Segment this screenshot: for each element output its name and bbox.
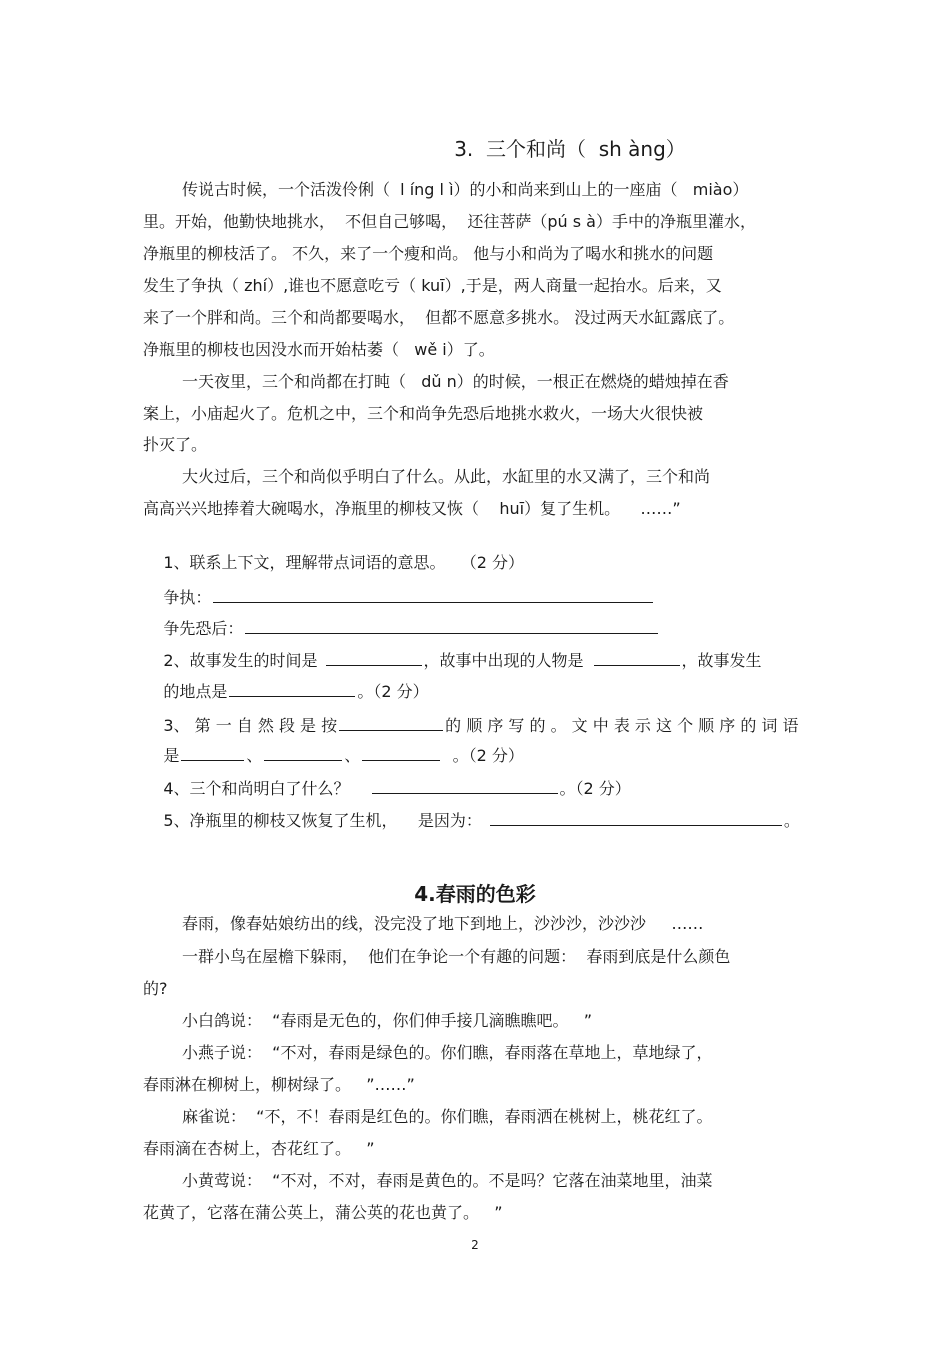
story2-line: 麻雀说： “不，不！春雨是红色的。你们瞧，春雨洒在桃树上，桃花红了。 bbox=[182, 1107, 713, 1126]
story2-title: 4.春雨的色彩 bbox=[414, 882, 536, 906]
page-number: 2 bbox=[471, 1238, 479, 1252]
story2-line: 的? bbox=[143, 979, 168, 998]
question-5 bbox=[143, 789, 800, 851]
story1-line: 来了一个胖和尚。三个和尚都要喝水， 但都不愿意多挑水。 没过两天水缸露底了。 bbox=[143, 308, 735, 327]
story1-line: 案上，小庙起火了。危机之中，三个和尚争先恐后地挑水救火，一场大火很快被 bbox=[143, 404, 704, 423]
story1-title: 3. 三个和尚（ sh àng） bbox=[454, 137, 686, 161]
question-2-text: ，故事发生 bbox=[681, 651, 762, 670]
question-1b-label: 争先恐后： bbox=[163, 619, 244, 638]
story1-line: 发生了争执（ zhí）,谁也不愿意吃亏（ kuī）,于是，两人商量一起抬水。后来，又 bbox=[143, 276, 722, 295]
story2-line: 小黄莺说： “不对，不对，春雨是黄色的。不是吗？它落在油菜地里，油菜 bbox=[182, 1171, 713, 1190]
story1-line: 净瓶里的柳枝也因没水而开始枯萎（ wě i）了。 bbox=[143, 340, 495, 359]
story1-line: 一天夜里，三个和尚都在打盹（ dǔ n）的时候，一根正在燃烧的蜡烛掉在香 bbox=[182, 372, 729, 391]
story2-line: 春雨淋在柳树上，柳树绿了。 ”……” bbox=[143, 1075, 415, 1094]
question-5-text: 。 bbox=[783, 811, 800, 830]
question-2-text: 的地点是 bbox=[163, 682, 228, 701]
story1-line: 高高兴兴地捧着大碗喝水，净瓶里的柳枝又恢（ huī）复了生机。 ……” bbox=[143, 499, 681, 518]
question-2-text: 。（2 分） bbox=[357, 682, 429, 701]
question-2-text: ，故事中出现的人物是 bbox=[423, 651, 584, 670]
story1-line: 传说古时候，一个活泼伶俐（ l íng l ì）的小和尚来到山上的一座庙（ miào） bbox=[182, 180, 749, 199]
story2-line: 春雨，像春姑娘纺出的线，没完没了地下到地上，沙沙沙，沙沙沙 …… bbox=[182, 914, 704, 933]
story2-line: 小白鸽说： “春雨是无色的，你们伸手接几滴瞧瞧吧。 ” bbox=[182, 1011, 593, 1030]
question-1-text: 1、联系上下文，理解带点词语的意思。 （2 分） bbox=[163, 553, 525, 572]
answer-blank[interactable] bbox=[594, 649, 680, 666]
question-2-text: 2、故事发生的时间是 bbox=[163, 651, 318, 670]
story2-line: 花黄了，它落在蒲公英上，蒲公英的花也黄了。 ” bbox=[143, 1203, 503, 1222]
question-1a-label: 争执： bbox=[163, 588, 212, 607]
story1-line: 大火过后，三个和尚似乎明白了什么。从此，水缸里的水又满了，三个和尚 bbox=[182, 467, 711, 486]
story2-line: 春雨滴在杏树上，杏花红了。 ” bbox=[143, 1139, 375, 1158]
story1-line: 扑灭了。 bbox=[143, 435, 208, 454]
question-4-text: 4、三个和尚明白了什么？ bbox=[163, 779, 350, 798]
question-3-text: 是 bbox=[163, 746, 180, 765]
question-3-text: 3、 第 一 自 然 段 是 按 bbox=[163, 716, 338, 735]
question-3-text: 的 顺 序 写 的 。 文 中 表 示 这 个 顺 序 的 词 语 bbox=[445, 716, 799, 735]
question-3-text: 、 bbox=[344, 746, 361, 765]
story2-line: 小燕子说： “不对，春雨是绿色的。你们瞧，春雨落在草地上，草地绿了， bbox=[182, 1043, 713, 1062]
question-3-text: 。（2 分） bbox=[442, 746, 524, 765]
question-4-text: 。（2 分） bbox=[559, 779, 631, 798]
answer-blank[interactable] bbox=[490, 809, 782, 826]
question-3-text: 、 bbox=[246, 746, 263, 765]
story2-line: 一群小鸟在屋檐下躲雨， 他们在争论一个有趣的问题： 春雨到底是什么颜色 bbox=[182, 947, 731, 966]
question-5-text: 5、净瓶里的柳枝又恢复了生机， 是因为： bbox=[163, 811, 482, 830]
story1-line: 里。开始，他勤快地挑水， 不但自己够喝， 还往菩萨（pú s à）手中的净瓶里灌水， bbox=[143, 212, 756, 231]
story1-line: 净瓶里的柳枝活了。 不久，来了一个瘦和尚。 他与小和尚为了喝水和挑水的问题 bbox=[143, 244, 714, 263]
